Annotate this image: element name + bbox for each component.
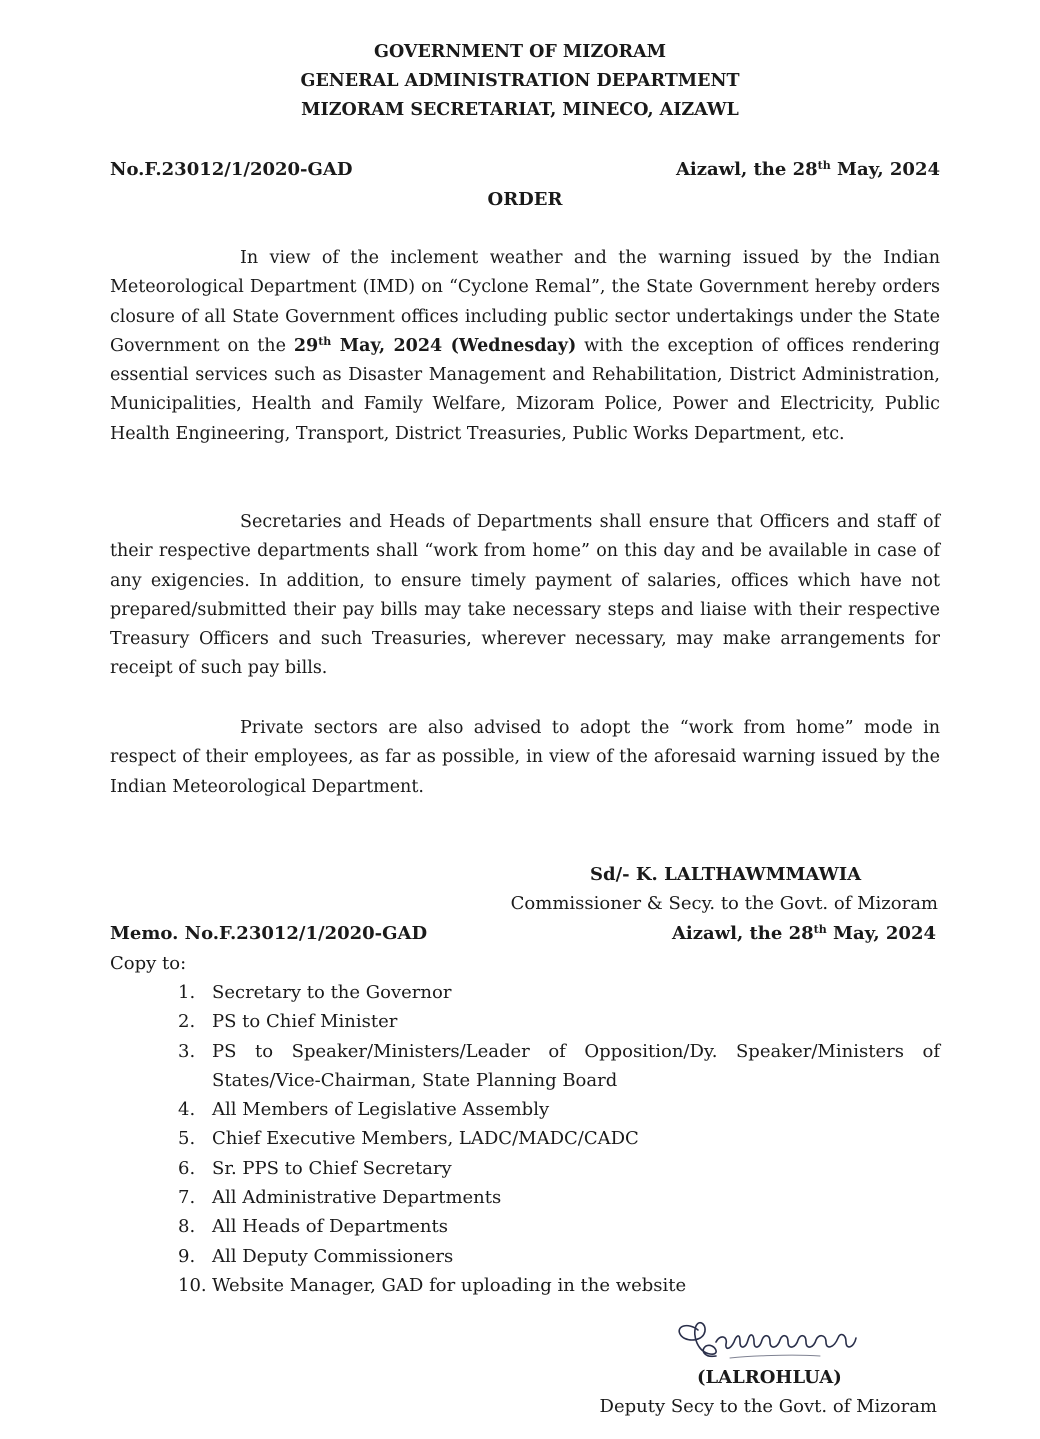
paragraph-2-text: Secretaries and Heads of Departments shall ensure that Officers and staff of their respective departments shall “work from home” on this day and be available in case of any exigencies. In addition, to ensure timely payment of salaries, offices which have not prepared/submitted their pay bills may take necessary steps and liaise with their respective Treasury Officers and such Treasuries, wherever necessary, may make arrangements for receipt of such pay bills. <box>110 512 940 679</box>
handwritten-signature <box>670 1312 870 1364</box>
header-address: MIZORAM SECRETARIAT, MINECO, AIZAWL <box>301 100 739 120</box>
order-date-sup: th <box>817 159 831 172</box>
list-item <box>178 1095 940 1124</box>
copy-to-label: Copy to: <box>110 953 187 974</box>
list-item-number: 6. <box>178 1157 196 1179</box>
copy-to-list <box>178 978 940 1300</box>
closure-day-sup: th <box>318 334 332 348</box>
order-date-suffix: May, 2024 <box>830 159 940 180</box>
list-item-text: Sr. PPS to Chief Secretary <box>212 1157 452 1179</box>
paragraph-1-part-a: In view of the inclement weather and the warning issued by the Indian Meteorological Department (IMD) on “Cyclone Remal”, the State Government hereby orders closure of all State Government offices including public sector undertakings under the State Government on the <box>110 248 940 356</box>
list-item-text: PS to Chief Minister <box>212 1011 398 1033</box>
order-title: ORDER <box>487 189 563 210</box>
list-item-text: PS to Speaker/Ministers/Leader of Opposition/Dy. Speaker/Ministers of States/Vice-Chairman, State Planning Board <box>212 1040 940 1091</box>
paragraph-1 <box>110 244 940 449</box>
closure-date <box>294 336 576 356</box>
list-item-number: 7. <box>178 1187 196 1209</box>
closure-day: 29 <box>293 335 319 356</box>
order-ref-no: No.F.23012/1/2020-GAD <box>110 159 353 180</box>
list-item-number: 3. <box>178 1040 196 1062</box>
list-item-number: 8. <box>178 1216 196 1238</box>
list-item-number: 5. <box>178 1128 196 1150</box>
paragraph-3 <box>110 714 940 802</box>
list-item-text: Website Manager, GAD for uploading in the website <box>212 1274 687 1296</box>
signatory-1-name: Sd/- K. LALTHAWMMAWIA <box>590 864 862 885</box>
memo-date <box>672 919 936 948</box>
list-item-number: 4. <box>178 1099 196 1121</box>
signatory-2-designation: Deputy Secy to the Govt. of Mizoram <box>599 1396 937 1417</box>
list-item-text: All Members of Legislative Assembly <box>212 1099 550 1121</box>
memo-date-suffix: May, 2024 <box>826 923 936 944</box>
list-item <box>178 1007 940 1036</box>
list-item-text: All Deputy Commissioners <box>212 1245 454 1267</box>
memo-date-prefix: Aizawl, the 28 <box>671 923 814 944</box>
header-department: GENERAL ADMINISTRATION DEPARTMENT <box>300 71 740 91</box>
list-item-number: 2. <box>178 1011 196 1033</box>
list-item <box>178 1124 940 1153</box>
list-item-number: 10. <box>178 1274 207 1296</box>
list-item <box>178 978 940 1007</box>
list-item <box>178 1154 940 1183</box>
signatory-1-designation: Commissioner & Secy. to the Govt. of Mizoram <box>510 893 938 914</box>
list-item-text: Chief Executive Members, LADC/MADC/CADC <box>212 1128 639 1150</box>
list-item-text: Secretary to the Governor <box>212 982 452 1003</box>
memo-date-sup: th <box>813 923 827 936</box>
list-item <box>178 1037 940 1096</box>
list-item-number: 9. <box>178 1245 196 1267</box>
list-item <box>178 1183 940 1212</box>
paragraph-3-text: Private sectors are also advised to adopt the “work from home” mode in respect of their employees, as far as possible, in view of the aforesaid warning issued by the Indian Meteorological Department. <box>110 718 940 797</box>
paragraph-1-part-b: with the exception of offices rendering essential services such as Disaster Management and Rehabilitation, District Administration, Municipalities, Health and Family Welfare, Mizoram Police, Power and Electricity, Public Health Engineering, Transport, District Treasuries, Public Works Department, etc. <box>110 335 940 444</box>
list-item-text: All Administrative Departments <box>212 1187 502 1209</box>
list-item <box>178 1242 940 1271</box>
signatory-2-name: (LALROHLUA) <box>697 1367 842 1388</box>
paragraph-2 <box>110 508 940 684</box>
list-item <box>178 1271 940 1300</box>
order-date <box>676 155 940 184</box>
order-date-prefix: Aizawl, the 28 <box>675 159 818 180</box>
header-government: GOVERNMENT OF MIZORAM <box>374 42 666 62</box>
memo-ref-no: Memo. No.F.23012/1/2020-GAD <box>110 923 428 944</box>
closure-date-rest: May, 2024 (Wednesday) <box>331 335 577 356</box>
list-item-number: 1. <box>178 982 196 1003</box>
list-item-text: All Heads of Departments <box>212 1216 448 1238</box>
list-item <box>178 1212 940 1241</box>
